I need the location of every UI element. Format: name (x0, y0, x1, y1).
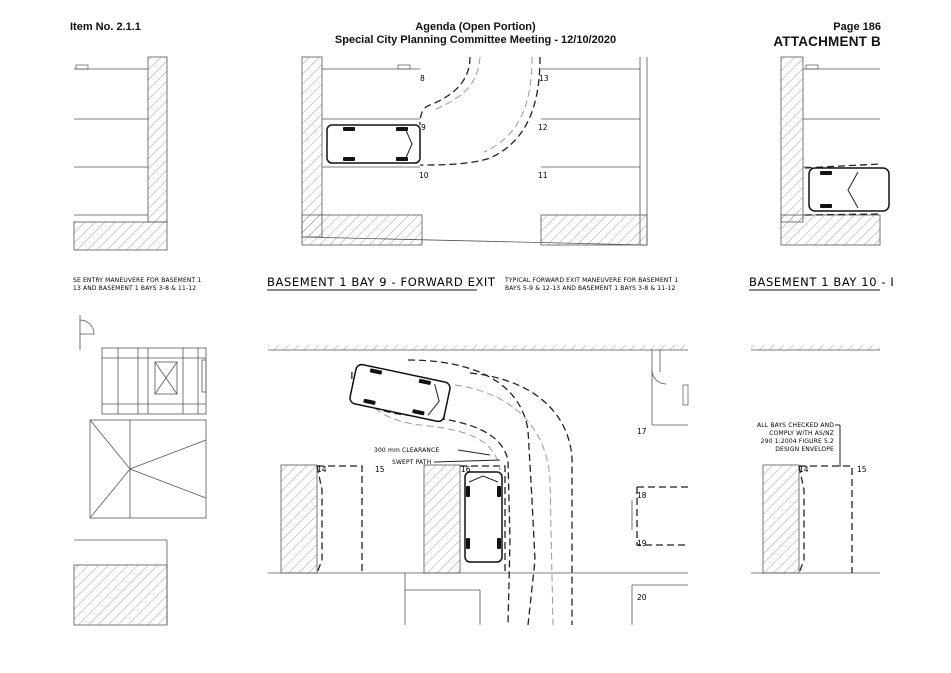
maneuver-note: BAYS 5-9 & 12-13 AND BASEMENT 1 BAYS 3-8 & 11-12 (505, 285, 676, 292)
bay-number: 20 (637, 593, 647, 602)
bay-number: 17 (637, 427, 647, 436)
bay-number: 18 (637, 491, 647, 500)
bay-number: 13 (539, 74, 549, 83)
compliance-note: 290 1:2004 FIGURE 5.2 (760, 438, 834, 445)
page-number: Page 186 (833, 21, 881, 33)
bay-number: 14 (317, 465, 327, 474)
agenda-title: Agenda (Open Portion) (415, 21, 536, 33)
bay-number: 9 (421, 123, 426, 132)
compliance-note: COMPLY WITH AS/NZ (769, 430, 834, 437)
compliance-note: ALL BAYS CHECKED AND (757, 422, 834, 429)
meeting-subtitle: Special City Planning Committee Meeting - 12/10/2020 (334, 34, 617, 46)
bay-number: 16 (461, 465, 471, 474)
clearance-label: 300 mm CLEARANCE (374, 447, 440, 454)
bay-number: 15 (375, 465, 385, 474)
attachment-label: ATTACHMENT B (773, 34, 881, 49)
item-number: Item No. 2.1.1 (70, 21, 141, 33)
bay-number: 15 (857, 465, 867, 474)
maneuver-note: 13 AND BASEMENT 1 BAYS 3-8 & 11-12 (73, 285, 197, 292)
bay-number: 12 (538, 123, 548, 132)
swept-path-label: SWEPT PATH (392, 459, 432, 466)
bay-number: 10 (419, 171, 429, 180)
bay-number: 8 (420, 74, 425, 83)
bay-number: 19 (637, 539, 647, 548)
panel-bottom-left (74, 315, 206, 625)
panel-top-right (781, 57, 889, 245)
panel-top-center (302, 57, 647, 245)
drawing-title: BASEMENT 1 BAY 9 - FORWARD EXIT (267, 275, 496, 289)
maneuver-note: TYPICAL FORWARD EXIT MANEUVERE FOR BASEMENT 1 (505, 277, 679, 284)
maneuver-note: SE ENTRY MANEUVERE FOR BASEMENT 1 (73, 277, 202, 284)
panel-bottom-right (751, 345, 880, 573)
drawing-title: BASEMENT 1 BAY 10 - I (749, 275, 895, 289)
panel-top-left (74, 57, 167, 250)
compliance-note: DESIGN ENVELOPE (775, 446, 834, 453)
bay-number: 14 (799, 465, 809, 474)
panel-bottom-center (268, 345, 688, 625)
bay-number: 11 (538, 171, 548, 180)
